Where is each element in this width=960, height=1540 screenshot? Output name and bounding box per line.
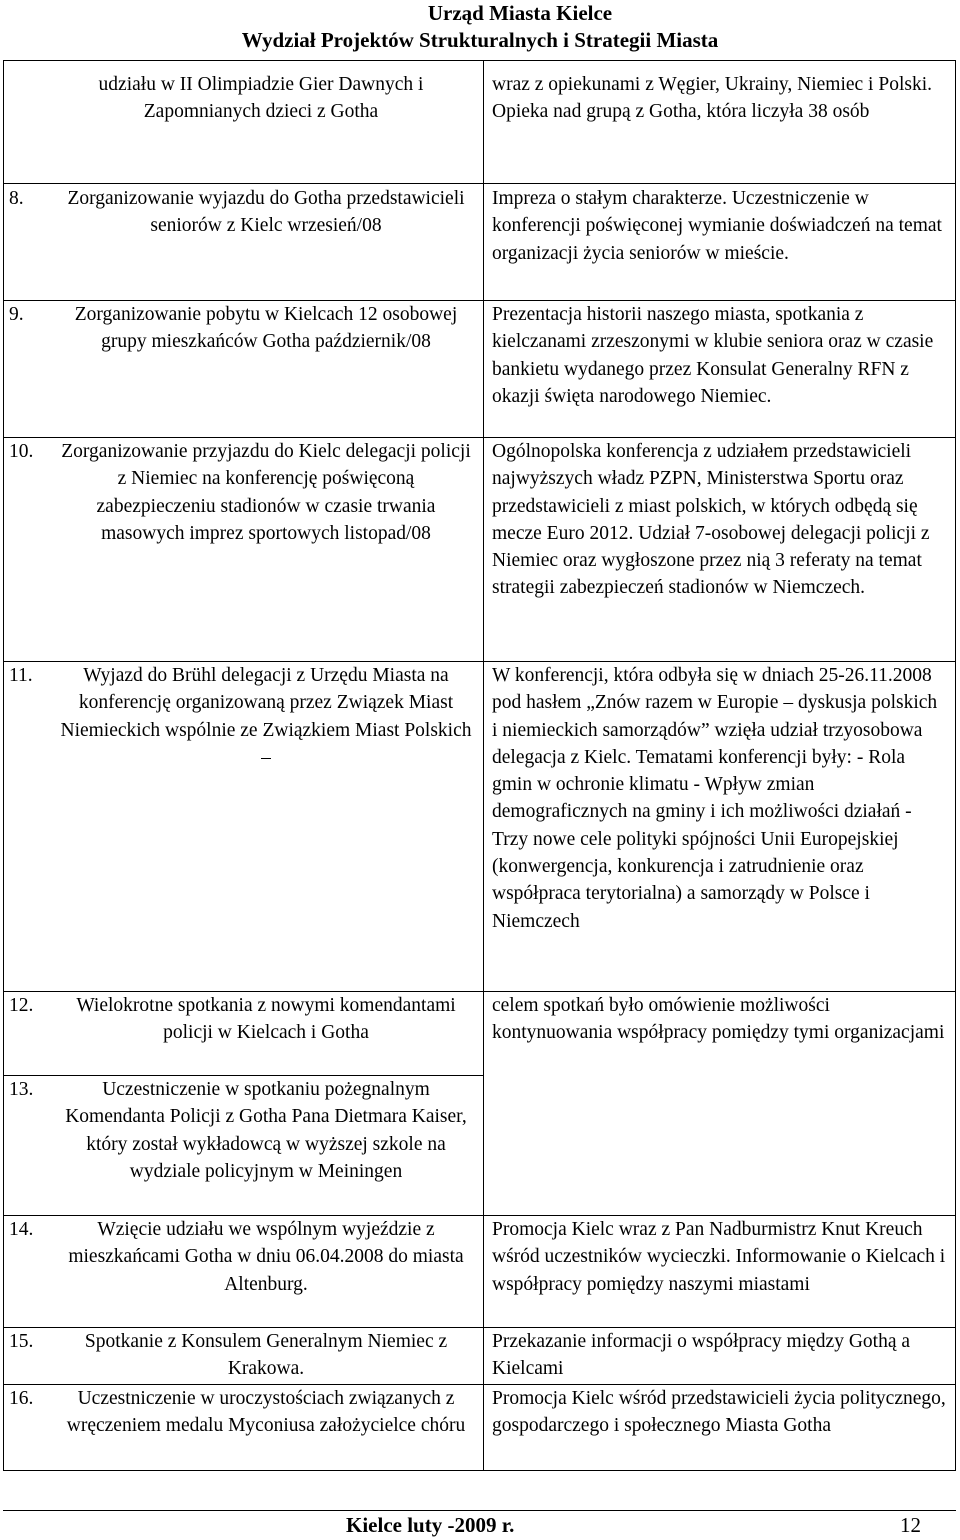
activity-result: W konferencji, która odbyła się w dniach 25-26.11.2008 pod hasłem „Znów razem w Europie – dyskusja polskich i niemieckich samorządów” wzięła udział trzyosobowa delegacja z Kielc. Tematami konferencji były: - Rola gmin w ochronie klimatu - Wpływ zmian demograficznych na gminy i ich możliwości działań - Trzy nowe cele polityki spójności Unii Europejskiej (konwergencja, konkurencja i zatrudnienie oraz współpraca terytorialna) a samorządy w Polsce i Niemczech [492,665,938,932]
result-cell [484,992,956,1216]
table-row [4,301,956,438]
page-header [0,0,960,54]
activity-description: Zorganizowanie wyjazdu do Gotha przedstawicieli seniorów z Kielc wrzesień/08 [67,188,465,237]
row-number: 14. [9,1219,34,1240]
table-row [4,61,956,184]
footer-divider [3,1510,956,1511]
result-cell [484,1216,956,1328]
activity-description: Uczestniczenie w uroczystościach związanych z wręczeniem medalu Myconiusa założycielce chóru [66,1388,466,1437]
activity-result: wraz z opiekunami z Węgier, Ukrainy, Niemiec i Polski. Opieka nad grupą z Gotha, która liczyła 38 osób [492,74,932,123]
table-row [4,992,956,1076]
row-number: 10. [9,441,34,462]
activity-cell [4,1385,484,1471]
activity-cell [4,1076,484,1216]
result-cell [484,301,956,438]
table-row [4,1385,956,1471]
result-cell [484,184,956,301]
header-institution: Urząd Miasta Kielce [427,1,613,25]
activity-description: Wzięcie udziału we wspólnym wyjeździe z mieszkańcami Gotha w dniu 06.04.2008 do miasta Altenburg. [68,1219,464,1295]
activity-result: Promocja Kielc wśród przedstawicieli życia politycznego, gospodarczego i społecznego Miasta Gotha [492,1388,946,1437]
activity-description: Zorganizowanie przyjazdu do Kielc delegacji policji z Niemiec na konferencję poświęconą zabezpieczeniu stadionów w czasie trwania masowych imprez sportowych listopad/08 [61,441,471,544]
row-number: 11. [9,665,33,686]
activity-description: Spotkanie z Konsulem Generalnym Niemiec z Krakowa. [84,1331,448,1380]
table-row [4,184,956,301]
activity-result: Przekazanie informacji o współpracy między Gothą a Kielcami [492,1331,911,1380]
activity-result: celem spotkań było omówienie możliwości kontynuowania współpracy pomiędzy tymi organizacjami [492,995,945,1044]
activity-cell [4,301,484,438]
activity-cell [4,1216,484,1328]
table-row [4,662,956,992]
activity-cell [4,992,484,1076]
row-number: 12. [9,995,34,1016]
row-number: 16. [9,1388,34,1409]
activity-cell [4,438,484,662]
result-cell [484,662,956,992]
activity-result: Ogólnopolska konferencja z udziałem przedstawicieli najwyższych władz PZPN, Ministerstwa Sportu oraz przedstawicieli z miast polskich, w których odbędą się mecze Euro 2012. Udział 7-osobowej delegacji policji z Niemiec oraz wygłoszone przez nią 3 referaty na temat strategii zabezpieczeń stadionów w Niemczech. [492,441,930,599]
row-number: 8. [9,188,24,209]
activity-cell [4,61,484,184]
table-row [4,1328,956,1385]
activity-result: Impreza o stałym charakterze. Uczestniczenie w konferencji poświęconej wymianie doświadczeń na temat organizacji życia seniorów w mieście. [492,188,942,264]
page-number: 12 [900,1513,921,1537]
activity-cell [4,1328,484,1385]
activity-result: Prezentacja historii naszego miasta, spotkania z kielczanami zrzeszonymi w klubie seniora oraz w czasie bankietu wydanego przez Konsulat Generalny RFN z okazji święta narodowego Niemiec. [492,304,934,407]
footer-location-date: Kielce luty -2009 r. [346,1513,515,1537]
activities-table [3,60,956,1471]
result-cell [484,61,956,184]
activity-description: Wielokrotne spotkania z nowymi komendantami policji w Kielcach i Gotha [76,995,456,1044]
activity-description: Wyjazd do Brühl delegacji z Urzędu Miasta na konferencję organizowaną przez Związek Miast Niemieckich wspólnie ze Związkiem Miast Polskich – [60,665,472,768]
row-number: 9. [9,304,24,325]
result-cell [484,1385,956,1471]
row-number: 13. [9,1079,34,1100]
activity-cell [4,662,484,992]
activity-description: Uczestniczenie w spotkaniu pożegnalnym Komendanta Policji z Gotha Pana Dietmara Kaiser, który został wykładowcą w wyższej szkole na wydziale policyjnym w Meiningen [65,1079,467,1182]
result-cell [484,1328,956,1385]
page-footer [0,1513,960,1540]
result-cell [484,438,956,662]
activity-description: udziału w II Olimpiadzie Gier Dawnych i Zapomnianych dzieci z Gotha [98,74,424,123]
activity-cell [4,184,484,301]
table-row [4,438,956,662]
activity-description: Zorganizowanie pobytu w Kielcach 12 osobowej grupy mieszkańców Gotha październik/08 [74,304,458,353]
table-row [4,1216,956,1328]
header-department: Wydział Projektów Strukturalnych i Strategii Miasta [241,28,719,52]
activity-result: Promocja Kielc wraz z Pan Nadburmistrz Knut Kreuch wśród uczestników wycieczki. Informowanie o Kielcach i współpracy pomiędzy naszymi miastami [492,1219,946,1295]
row-number: 15. [9,1331,34,1352]
